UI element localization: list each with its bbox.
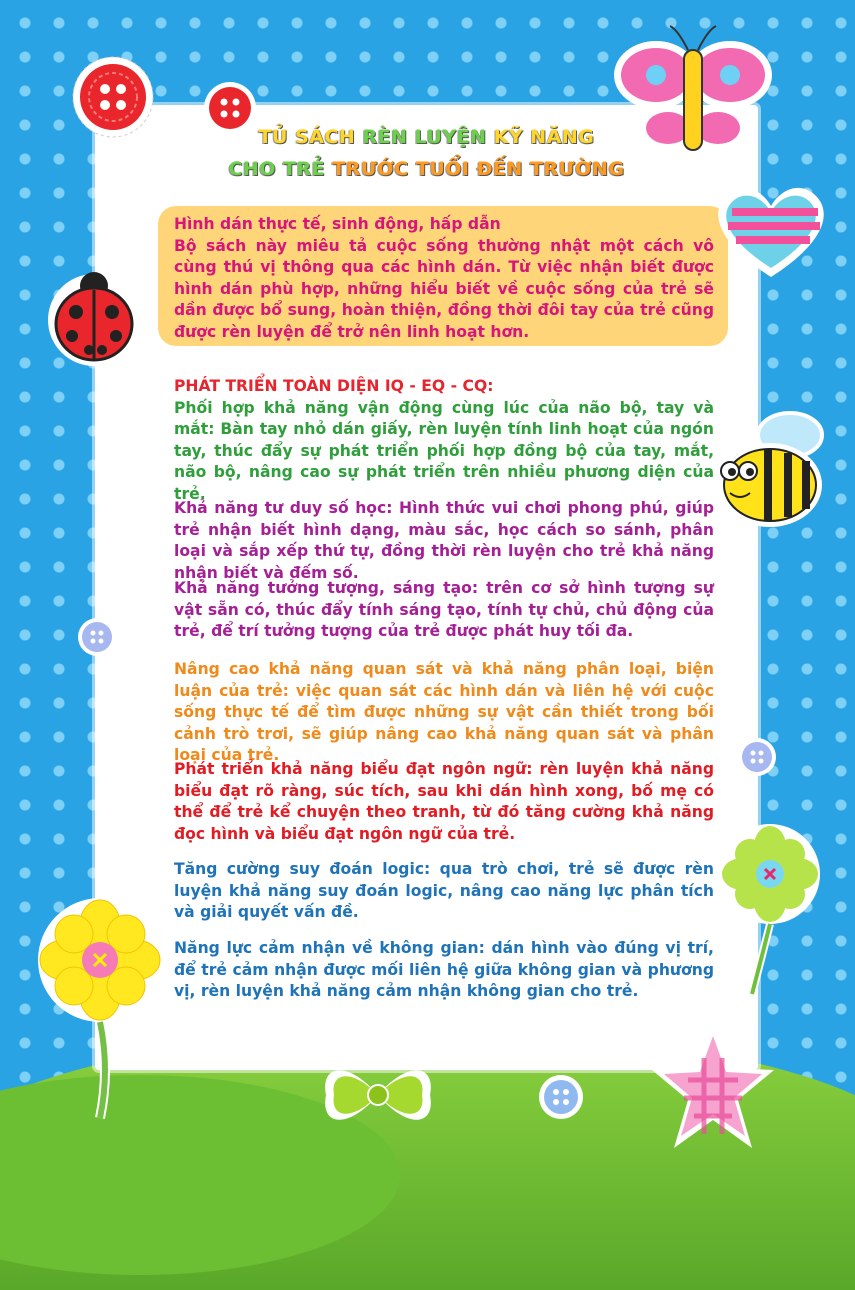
- intro-block: [174, 214, 714, 343]
- bee-icon: [690, 405, 840, 535]
- butterfly-icon: [608, 20, 778, 170]
- bow-icon: [318, 1050, 438, 1140]
- section-language: Phát triển khả năng biểu đạt ngôn ngữ: rèn luyện khả năng biểu đạt rõ ràng, súc tích, sau khi dán hình xong, bố mẹ có thể để trẻ kể chuyện theo tranh, từ đó tăng cường khả năng đọc hình và biểu đạt ngôn ngữ của trẻ.: [174, 760, 714, 843]
- star-icon: [648, 1018, 778, 1158]
- title-part: KỸ NĂNG: [493, 126, 595, 148]
- ladybug-icon: [34, 262, 154, 372]
- title-part: RÈN LUYỆN: [362, 126, 494, 148]
- intro-body: Bộ sách này miêu tả cuộc sống thường nhật một cách vô cùng thú vị thông qua các hình dán. Từ việc nhận biết được hình dán phù hợp, những hiểu biết về cuộc sống của trẻ sẽ dần được bổ sung, hoàn thiện, đồng thời đôi tay của trẻ cũng được rèn luyện để trở nên linh hoạt hơn.: [174, 236, 714, 341]
- intro-heading: Hình dán thực tế, sinh động, hấp dẫn: [174, 215, 501, 233]
- section-math: Khả năng tư duy số học: Hình thức vui chơi phong phú, giúp trẻ nhận biết hình dạng, màu sắc, học cách so sánh, phân loại và sắp xếp thứ tự, đồng thời rèn luyện cho trẻ khả năng nhận biết và đếm số.: [174, 499, 714, 582]
- button-icon: [68, 52, 158, 142]
- section-imagination: Khả năng tưởng tượng, sáng tạo: trên cơ sở hình tượng sự vật sẵn có, thúc đẩy tính sáng tạo, tính tự chủ, chủ động của trẻ, để trí tưởng tượng của trẻ được phát huy tối đa.: [174, 579, 714, 640]
- development-body: Phối hợp khả năng vận động cùng lúc của não bộ, tay và mắt: Bàn tay nhỏ dán giấy, rèn luyện tính linh hoạt của ngón tay, thúc đẩy sự phát triển phối hợp đồng bộ của tay, mắt, não bộ, nâng cao sự phát triển trên nhiều phương diện của trẻ.: [174, 398, 714, 503]
- development-heading: PHÁT TRIỂN TOÀN DIỆN IQ - EQ - CQ:: [174, 377, 494, 395]
- section-observation: Nâng cao khả năng quan sát và khả năng phân loại, biện luận của trẻ: việc quan sát các hình dán và liên hệ với cuộc sống thực tế để tìm được những sự vật cần thiết trong bối cảnh trò trơi, sẽ giúp nâng cao khả năng quan sát và phân loại của trẻ.: [174, 660, 714, 764]
- button-icon: [736, 736, 778, 778]
- button-icon: [536, 1072, 586, 1122]
- section-space: Năng lực cảm nhận về không gian: dán hình vào đúng vị trí, để trẻ cảm nhận được mối liên hệ giữa không gian và phương vị, rèn luyện khả năng cảm nhận không gian cho trẻ.: [174, 939, 714, 1000]
- title-part: CHO TRẺ: [228, 158, 333, 180]
- section-logic: Tăng cường suy đoán logic: qua trò chơi, trẻ sẽ được rèn luyện khả năng suy đoán logic, nâng cao năng lực phân tích và giải quyết vấn đề.: [174, 860, 714, 921]
- section-development: [174, 376, 714, 505]
- button-icon: [76, 616, 118, 658]
- heart-icon: [706, 182, 836, 282]
- title-part: TRƯỚC TUỔI ĐẾN TRƯỜNG: [332, 158, 625, 180]
- flower-icon: [30, 890, 170, 1120]
- title-part: TỦ SÁCH: [258, 126, 363, 148]
- flower-icon: [712, 816, 832, 996]
- button-icon: [200, 78, 260, 138]
